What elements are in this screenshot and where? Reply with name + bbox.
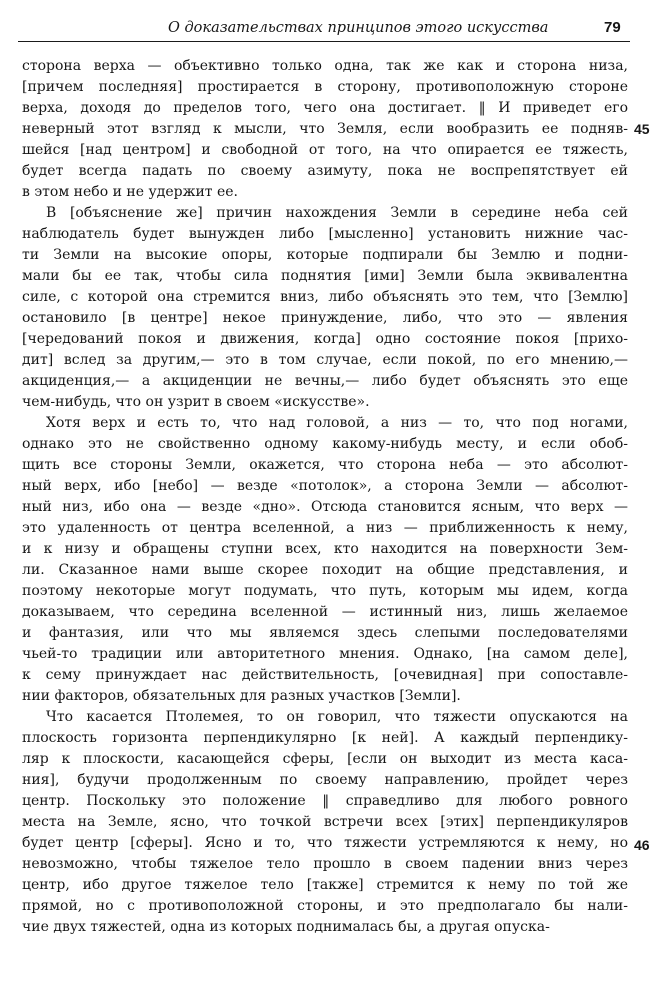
text-line: будет всегда падать по своему азимуту, пока не воспрепятствует ей bbox=[22, 163, 628, 179]
text-line: и к низу и обращены ступни всех, кто находится на поверхности Зем- bbox=[22, 541, 628, 557]
text-line: в этом небо и не удержит ее. bbox=[22, 184, 238, 200]
margin-number: 45 bbox=[634, 121, 650, 137]
text-line: Что касается Птолемея, то он говорил, что тяжести опускаются на bbox=[46, 709, 628, 725]
text-line: чьей-то традиции или авторитетного мнения. Однако, [на самом деле], bbox=[22, 646, 628, 662]
text-line: верха, доходя до пределов того, чего она достигает. ‖ И приведет его bbox=[22, 100, 628, 116]
text-line: прямой, но с противоположной стороны, и это предполагало бы нали- bbox=[22, 898, 628, 914]
text-line: [чередований покоя и движения, когда] одно состояние покоя [прихо- bbox=[22, 331, 628, 347]
paragraph bbox=[22, 707, 628, 938]
text-line: наблюдатель будет вынужден либо [мысленно] установить нижние час- bbox=[22, 226, 628, 242]
text-line: чем-нибудь, что он узрит в своем «искусстве». bbox=[22, 394, 370, 410]
margin-number: 46 bbox=[634, 837, 650, 853]
text-line: нии факторов, обязательных для разных участков [Земли]. bbox=[22, 688, 461, 704]
running-header bbox=[0, 0, 664, 44]
text-line: ный низ, ибо она — везде «дно». Отсюда становится ясным, что верх — bbox=[22, 499, 628, 515]
running-title: О доказательствах принципов этого искусства bbox=[168, 20, 549, 36]
text-line: В [объяснение же] причин нахождения Земли в середине неба сей bbox=[46, 205, 628, 221]
text-line: места на Земле, ясно, что точкой встречи всех [этих] перпендикуляров bbox=[22, 814, 628, 830]
paragraph bbox=[22, 56, 628, 203]
text-line: это удаленность от центра вселенной, а низ — приближенность к нему, bbox=[22, 520, 628, 536]
text-line: поэтому некоторые могут подумать, что путь, которым мы идем, когда bbox=[22, 583, 628, 599]
text-line: силе, с которой она стремится вниз, либо объяснять это тем, что [Землю] bbox=[22, 289, 628, 305]
text-line: и фантазия, или что мы являемся здесь слепыми последователями bbox=[22, 625, 628, 641]
text-line: остановило [в центре] некое принуждение, либо, что это — явления bbox=[22, 310, 628, 326]
text-line: плоскость горизонта перпендикулярно [к ней]. А каждый перпендику- bbox=[22, 730, 628, 746]
text-line: будет центр [сферы]. Ясно и то, что тяжести устремляются к нему, но bbox=[22, 835, 628, 851]
text-line: однако это не свойственно одному какому-нибудь месту, и если обоб- bbox=[22, 436, 628, 452]
paragraph bbox=[22, 413, 628, 707]
text-line: [причем последняя] простирается в сторону, противоположную стороне bbox=[22, 79, 628, 95]
text-line: ный верх, ибо [небо] — везде «потолок», а сторона Земли — абсолют- bbox=[22, 478, 628, 494]
text-line: щить все стороны Земли, окажется, что сторона неба — это абсолют- bbox=[22, 457, 628, 473]
text-line: центр. Поскольку это положение ‖ справедливо для любого ровного bbox=[22, 793, 628, 809]
header-rule bbox=[18, 41, 630, 42]
text-line: доказываем, что середина вселенной — истинный низ, лишь желаемое bbox=[22, 604, 628, 620]
text-line: шейся [над центром] и свободной от того, на что опирается ее тяжесть, bbox=[22, 142, 628, 158]
text-line: чие двух тяжестей, одна из которых поднималась бы, а другая опуска- bbox=[22, 919, 550, 935]
text-line: неверный этот взгляд к мысли, что Земля, если вообразить ее подняв- bbox=[22, 121, 628, 137]
text-line: ляр к плоскости, касающейся сферы, [если он выходит из места каса- bbox=[22, 751, 628, 767]
text-line: ти Земли на высокие опоры, которые подпирали бы Землю и подни- bbox=[22, 247, 628, 263]
text-line: невозможно, чтобы тяжелое тело прошло в своем падении вниз через bbox=[22, 856, 628, 872]
paragraph bbox=[22, 203, 628, 413]
body-text bbox=[22, 56, 628, 938]
text-line: к сему принуждает нас действительность, [очевидная] при сопоставле- bbox=[22, 667, 628, 683]
text-line: акциденция,— а акциденции не вечны,— либо будет объяснять это еще bbox=[22, 373, 628, 389]
text-line: ли. Сказанное нами выше скорее походит на общие представления, и bbox=[22, 562, 628, 578]
text-line: Хотя верх и есть то, что над головой, а низ — то, что под ногами, bbox=[46, 415, 628, 431]
text-line: мали бы ее так, чтобы сила поднятия [ими] Земли была эквивалентна bbox=[22, 268, 628, 284]
page-number: 79 bbox=[604, 19, 621, 36]
text-line: дит] вслед за другим,— это в том случае, если покой, по его мнению,— bbox=[22, 352, 628, 368]
text-line: центр, ибо другое тяжелое тело [также] стремится к нему по той же bbox=[22, 877, 628, 893]
text-line: ния], будучи продолженным по своему направлению, пройдет через bbox=[22, 772, 628, 788]
text-line: сторона верха — объективно только одна, так же как и сторона низа, bbox=[22, 58, 628, 74]
